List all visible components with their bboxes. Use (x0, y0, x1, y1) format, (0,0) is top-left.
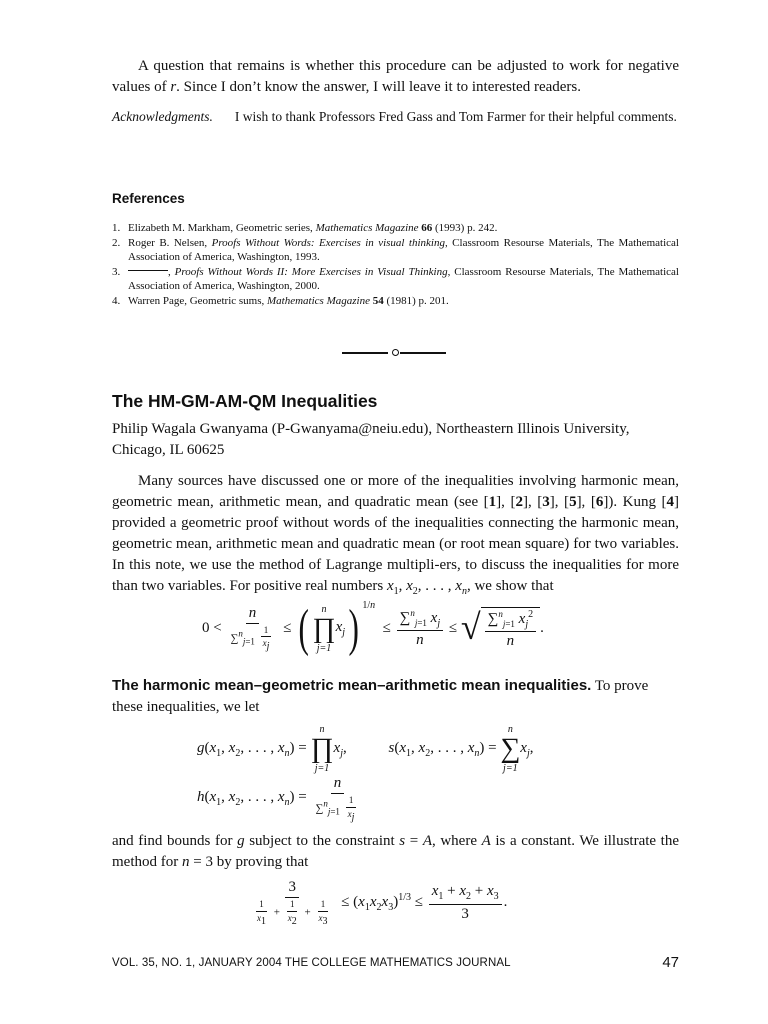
reference-item: 2. Roger B. Nelsen, Proofs Without Words: Exercises in visual thinking, Classroom Resourse Materials, The Mathematical Association of America, Washington, 1993. (112, 236, 679, 263)
section-heading: The harmonic mean–geometric mean–arithmetic mean inequalities. (112, 677, 592, 694)
reference-item: 4. Warren Page, Geometric sums, Mathematics Magazine 54 (1981) p. 201. (112, 294, 449, 307)
hm-gm-am-section (112, 675, 679, 718)
page-number: 47 (662, 954, 679, 971)
journal-info: VOL. 35, NO. 1, JANUARY 2004 THE COLLEGE MATHEMATICS JOURNAL (112, 957, 511, 969)
author-line: Philip Wagala Gwanyama (P-Gwanyama@neiu.edu), Northeastern Illinois University, Chicago, IL 60625 (112, 421, 630, 458)
closing-paragraph: A question that remains is whether this procedure can be adjusted to work for negative values of r. Since I don’t know the answer, I will leave it to interested readers. (112, 58, 679, 95)
g-s-definitions-equation: $g(x_1$, $x_2$, . . . , $x_n$) = n ∏ j=1 $x_j$, $s(x_1$, $x_2$, . . . , $x_n$) = n ∑ j=1 $x_j$, (197, 724, 534, 774)
acknowledgments-label: Acknowledgments. (112, 109, 213, 124)
references-heading: References (112, 191, 185, 206)
section-text: To prove these inequalities, we let (112, 678, 649, 715)
reference-item: 1. Elizabeth M. Markham, Geometric series, Mathematics Magazine 66 (1993) p. 242. (112, 222, 498, 234)
acknowledgments (112, 108, 679, 125)
acknowledgments-text: I wish to thank Professors Fred Gass and Tom Farmer for their helpful comments. (234, 109, 677, 124)
article-title: The HM-GM-AM-QM Inequalities (112, 391, 378, 411)
main-inequality-equation: 0 < n ∑$^n_{j=1}$ $\frac{1}{x_j}$ ≤ ( n ∏ j=1 $x_j$) $^{1/n}$ ≤ $\frac{\sum^n_{j=1} x_j}{n}$ ≤ √ $\frac{\sum^n_{j=1} x_j^2}{n}$ . (202, 599, 544, 657)
h-definition-equation: $h(x_1$, $x_2$, . . . , $x_n$) = n ∑$^n_{j=1}$ $\frac{1}{x_j}$ (197, 775, 355, 823)
reference-item: 3. , Proofs Without Words II: More Exercises in Visual Thinking, Classroom Resourse Materials, The Mathematical Association of America, Washington, 2000. (112, 265, 679, 292)
section-divider-ornament (342, 346, 448, 358)
intro-paragraph: Many sources have discussed one or more of the inequalities involving harmonic mean, geometric mean, arithmetic mean, and quadratic mean (see [1], [2], [3], [5], [6]). Kung [4] provided a geometric proof without words of the inequalities connecting the harmonic mean, geometric mean, arithmetic mean and quadratic mean (or root mean square) for two variables. In this note, we use the method of Lagrange multipli-ers, to discuss the inequalities for more than two variables. For positive real numbers $x_1$, $x_2$, . . . , $x_n$, we show that (112, 473, 680, 597)
constraint-paragraph: and find bounds for g subject to the constraint s = A, where A is a constant. We illustrate the method for n = 3 by proving that (112, 833, 679, 870)
ditto-dash (128, 270, 168, 271)
references-list (112, 221, 679, 308)
n3-inequality-equation: 3 $\frac{1}{x_1}$ + $\frac{1}{x_2}$ + $\frac{1}{x_3}$ ≤ $(x_1x_2x_3)^{1/3}$ ≤ $\frac{x_1 + x_2 + x_3}{3}$ . (257, 879, 508, 927)
